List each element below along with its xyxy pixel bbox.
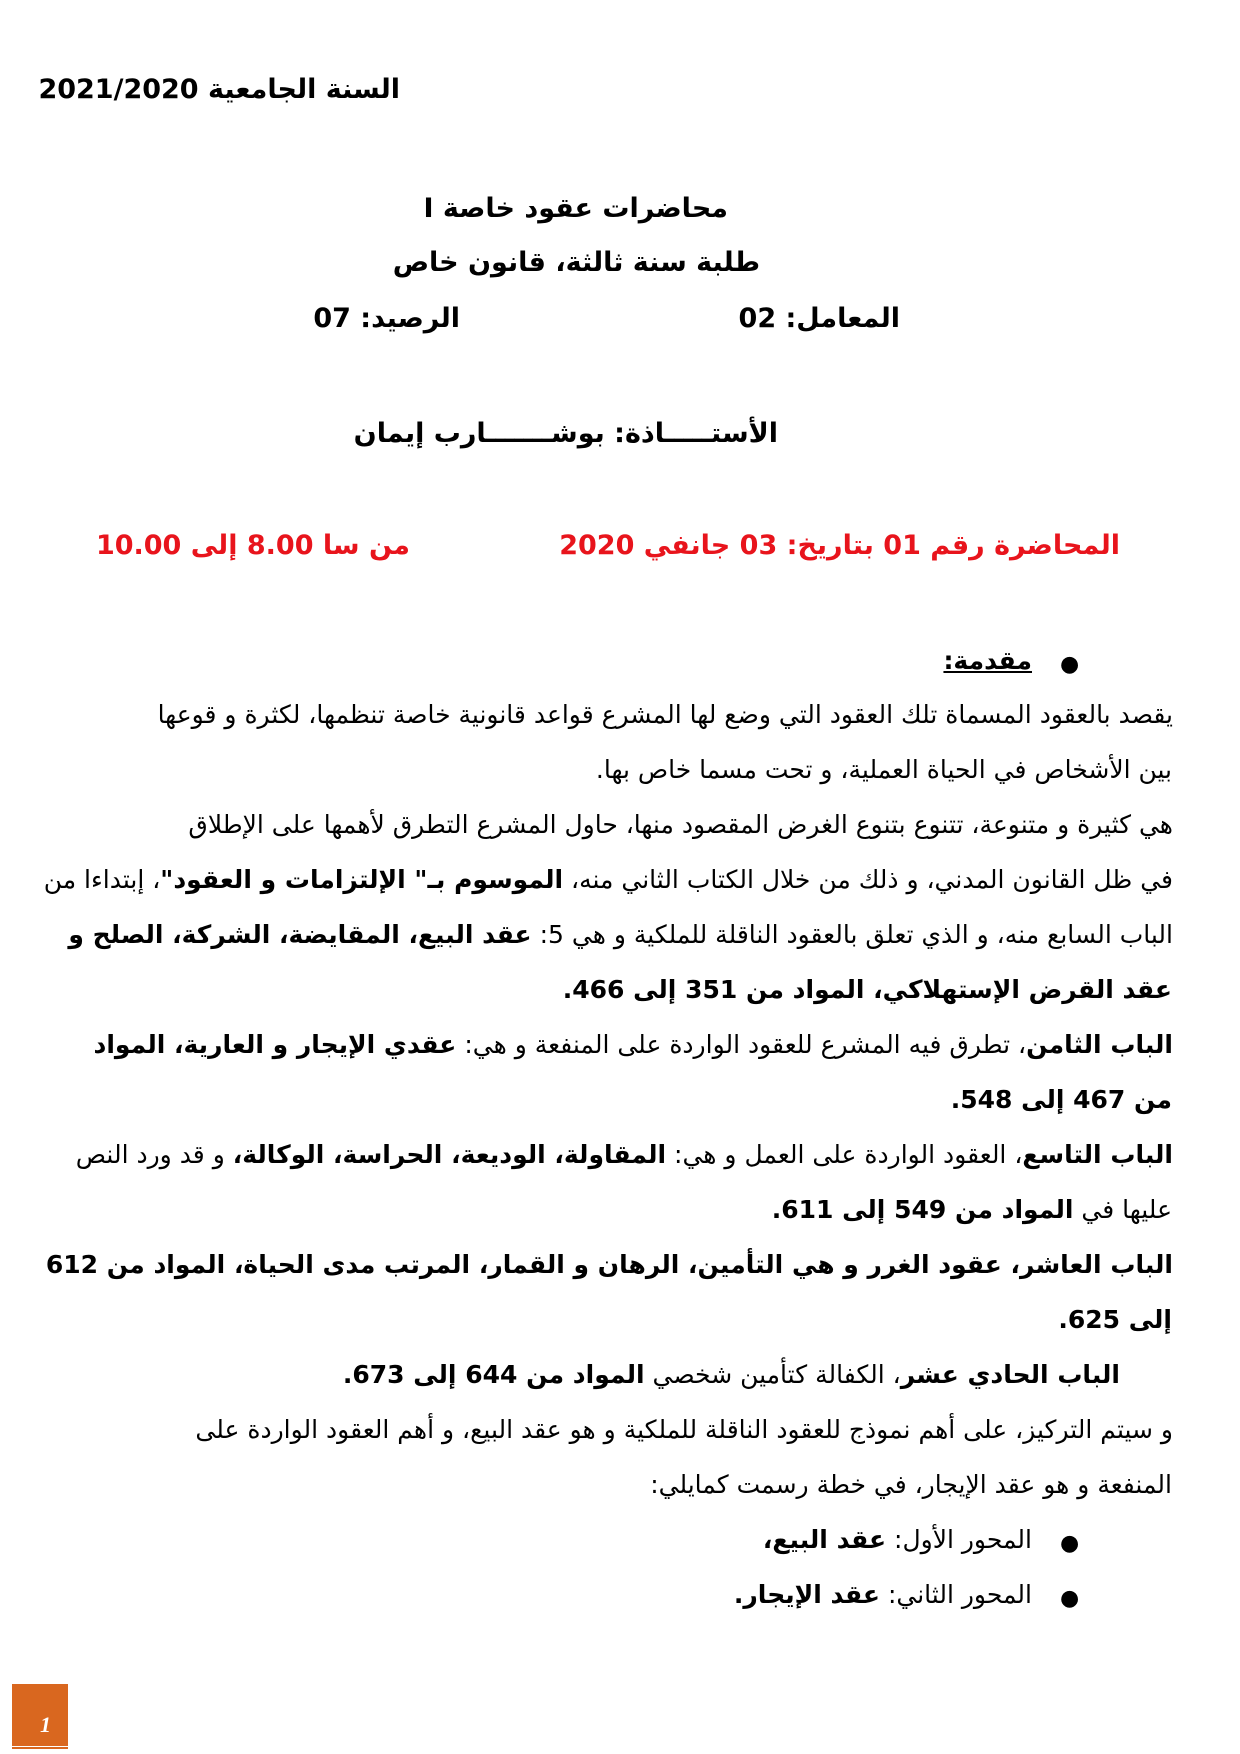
professor-name: الأستـــــاذة: بوشـــــــارب إيمان bbox=[353, 418, 778, 449]
page-number-underline bbox=[12, 1747, 68, 1749]
text-run-bold: المواد من 549 إلى 611. bbox=[771, 1195, 1074, 1224]
text-run-bold: الباب التاسع bbox=[1022, 1140, 1173, 1169]
paragraph-line: عقد القرض الإستهلاكي، المواد من 351 إلى 466. bbox=[562, 975, 1172, 1004]
bullet-icon: ● bbox=[1060, 1531, 1080, 1556]
axis-value: عقد الإيجار. bbox=[733, 1580, 881, 1609]
paragraph-line: و سيتم التركيز، على أهم نموذج للعقود الناقلة للملكية و هو عقد البيع، و أهم العقود الواردة على bbox=[195, 1415, 1173, 1444]
bullet-icon: ● bbox=[1060, 1586, 1080, 1611]
text-run: الباب السابع منه، و الذي تعلق بالعقود الناقلة للملكية و هي 5: bbox=[531, 920, 1173, 949]
text-run-bold: الموسوم بـ" الإلتزامات و العقود" bbox=[160, 865, 564, 894]
axis-label: المحور الأول: bbox=[886, 1525, 1032, 1554]
paragraph-line bbox=[75, 1140, 1173, 1169]
credit: الرصيد: 07 bbox=[313, 303, 460, 334]
text-run: ، الكفالة كتأمين شخصي bbox=[644, 1360, 901, 1389]
paragraph-line bbox=[75, 1030, 1173, 1059]
text-run-bold: عقدي الإيجار و العارية، المواد bbox=[93, 1030, 457, 1059]
outline-item-axis-2 bbox=[734, 1580, 1032, 1609]
paragraph-line: يقصد بالعقود المسماة تلك العقود التي وضع لها المشرع قواعد قانونية خاصة تنظمها، لكثرة و قوعها bbox=[157, 700, 1173, 729]
paragraph-line: الباب العاشر، عقود الغرر و هي التأمين، الرهان و القمار، المرتب مدى الحياة، المواد من 612 bbox=[45, 1250, 1173, 1279]
paragraph-line bbox=[772, 1195, 1172, 1224]
text-run-bold: الباب الحادي عشر bbox=[900, 1360, 1120, 1389]
text-run: و قد ورد النص bbox=[75, 1140, 233, 1169]
paragraph-line: المنفعة و هو عقد الإيجار، في خطة رسمت كمايلي: bbox=[650, 1470, 1172, 1499]
paragraph-line bbox=[68, 920, 1173, 949]
text-run: ، تطرق فيه المشرع للعقود الواردة على المنفعة و هي: bbox=[456, 1030, 1027, 1059]
text-run-bold: المواد من 644 إلى 673. bbox=[342, 1360, 645, 1389]
audience-line: طلبة سنة ثالثة، قانون خاص bbox=[392, 247, 760, 278]
intro-heading: مقدمة: bbox=[943, 646, 1032, 675]
coefficient: المعامل: 02 bbox=[738, 303, 900, 334]
axis-label: المحور الثاني: bbox=[880, 1580, 1032, 1609]
axis-value: عقد البيع، bbox=[762, 1525, 887, 1554]
paragraph-line bbox=[343, 1360, 1120, 1389]
text-run-bold: الباب الثامن bbox=[1026, 1030, 1173, 1059]
bullet-icon: ● bbox=[1060, 652, 1080, 677]
outline-item-axis-1 bbox=[763, 1525, 1032, 1554]
text-run-bold: عقد البيع، المقايضة، الشركة، الصلح و bbox=[68, 920, 532, 949]
text-run: ، إبتداءا من bbox=[43, 865, 161, 894]
paragraph-line bbox=[43, 865, 1173, 894]
paragraph-line: بين الأشخاص في الحياة العملية، و تحت مسما خاص بها. bbox=[595, 755, 1172, 784]
lecture-date: المحاضرة رقم 01 بتاريخ: 03 جانفي 2020 bbox=[559, 530, 1120, 561]
lecture-time: من سا 8.00 إلى 10.00 bbox=[95, 530, 410, 561]
paragraph-line: من 467 إلى 548. bbox=[950, 1085, 1172, 1114]
paragraph-line: إلى 625. bbox=[1058, 1305, 1172, 1334]
text-run: عليها في bbox=[1073, 1195, 1172, 1224]
text-run: ، العقود الواردة على العمل و هي: bbox=[666, 1140, 1023, 1169]
academic-year: السنة الجامعية 2021/2020 bbox=[38, 74, 400, 105]
course-title: محاضرات عقود خاصة I bbox=[423, 193, 728, 224]
page-number: 1 bbox=[40, 1712, 51, 1737]
paragraph-line: هي كثيرة و متنوعة، تتنوع بتنوع الغرض المقصود منها، حاول المشرع التطرق لأهمها على الإطلاق bbox=[188, 810, 1173, 839]
text-run-bold: المقاولة، الوديعة، الحراسة، الوكالة، bbox=[232, 1140, 667, 1169]
text-run: في ظل القانون المدني، و ذلك من خلال الكتاب الثاني منه، bbox=[563, 865, 1173, 894]
